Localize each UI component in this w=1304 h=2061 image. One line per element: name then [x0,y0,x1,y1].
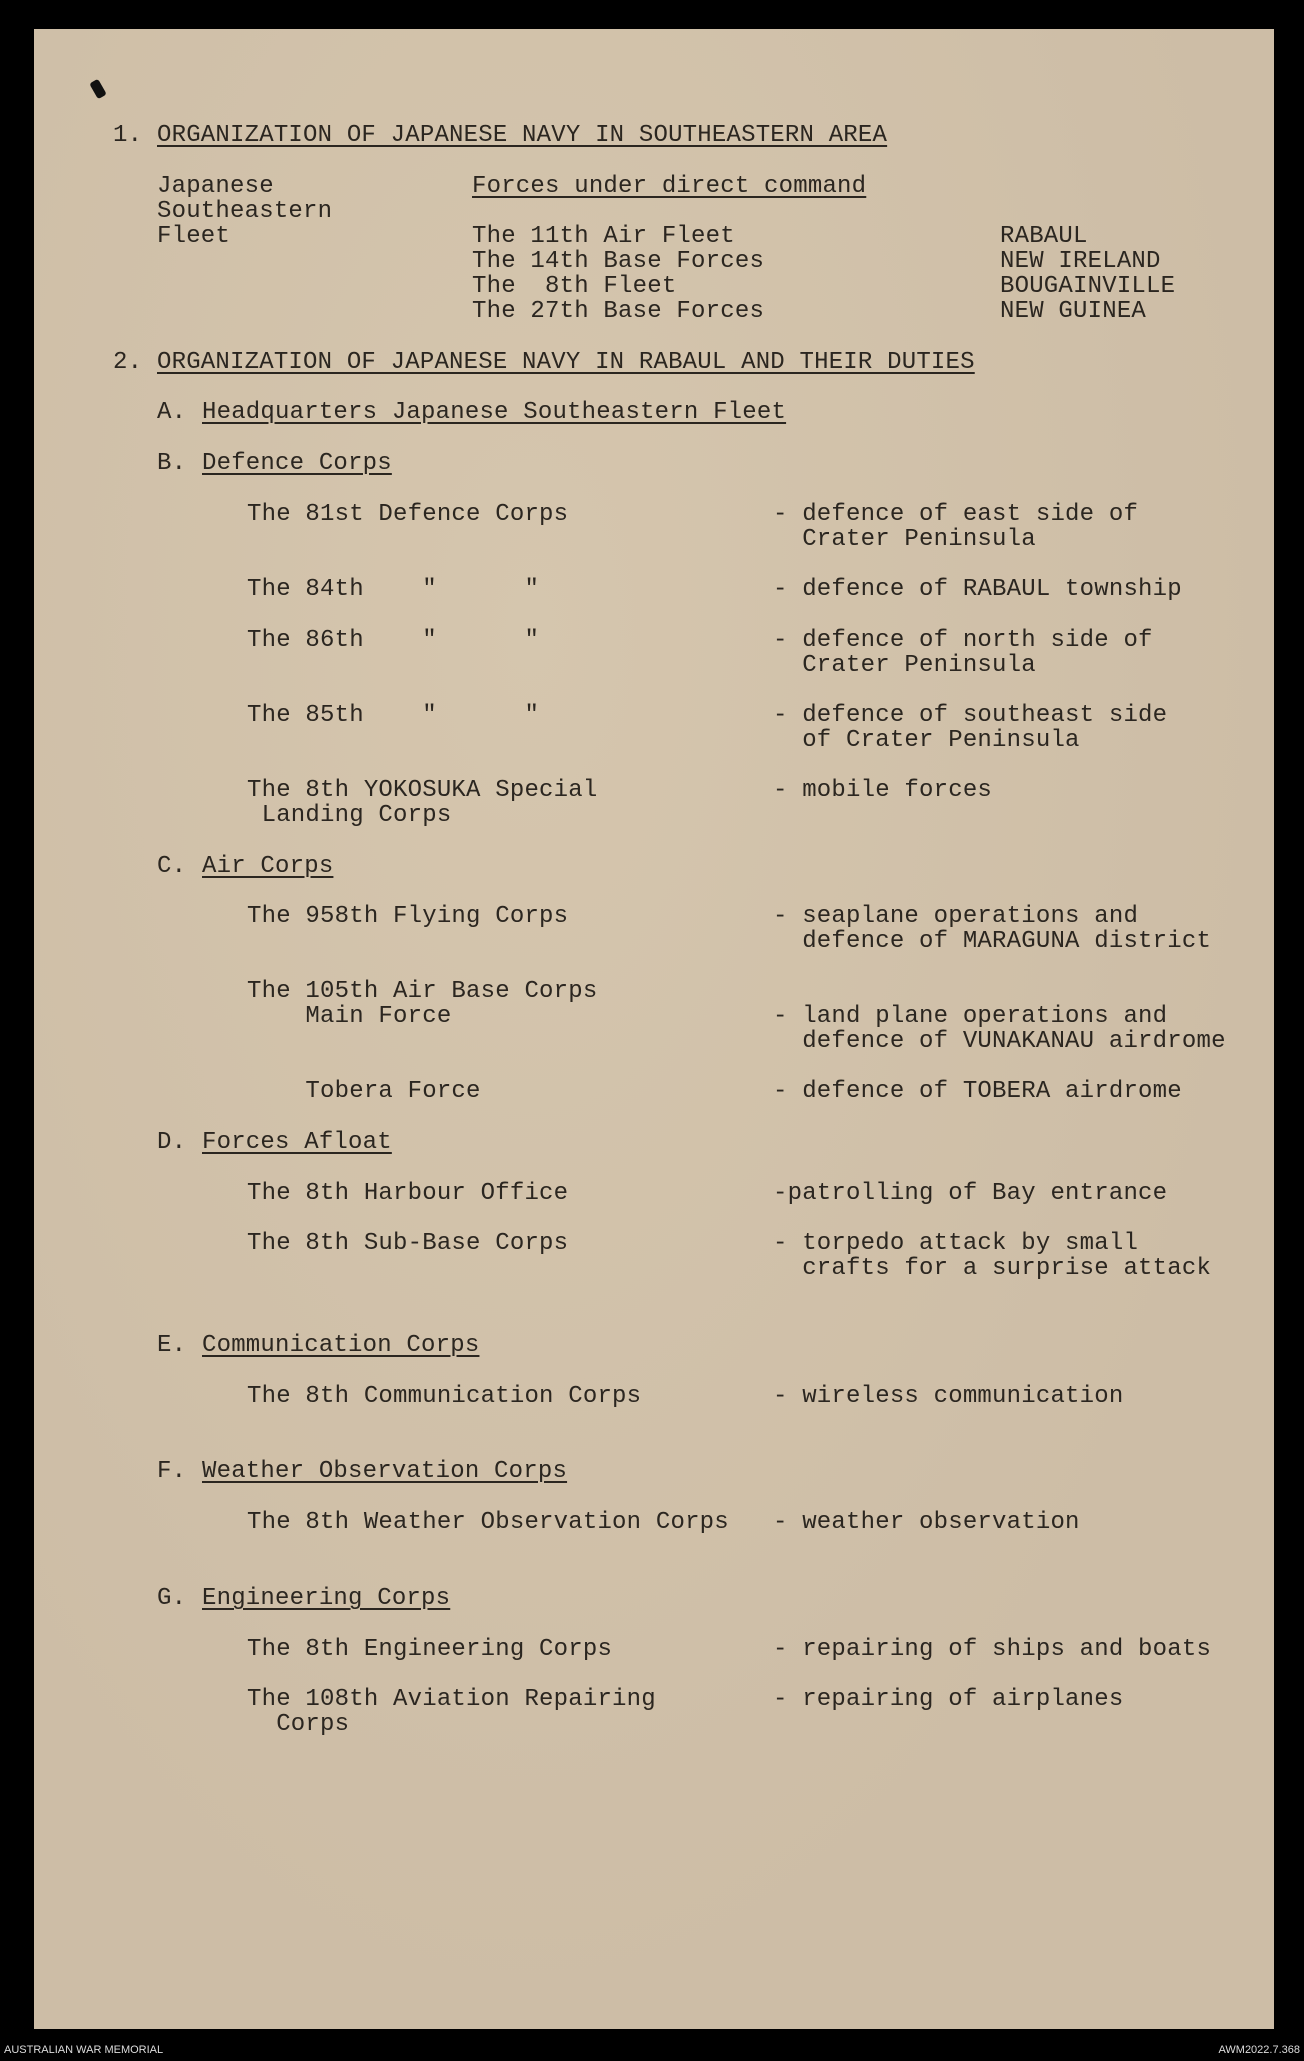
unit-name: The 8th Harbour Office [247,1180,569,1207]
unit-name: The 85th " " [247,702,540,729]
force-name: The 8th Fleet [472,273,677,300]
footer-source: AUSTRALIAN WAR MEMORIAL [4,2044,164,2056]
footer [0,2039,1304,2061]
force-location: NEW IRELAND [1000,248,1161,275]
unit-name: The 958th Flying Corps [247,903,569,930]
unit-name: The 8th Weather Observation Corps [247,1509,729,1536]
unit-name: Corps [247,1711,350,1738]
section-1-number: 1. [113,122,143,149]
fleet-line-3: Fleet [157,223,231,250]
unit-duty: - defence of southeast side [773,702,1168,729]
unit-duty: -patrolling of Bay entrance [773,1180,1168,1207]
unit-duty: - land plane operations and [773,1003,1168,1030]
subsection-letter: A. [157,399,187,426]
unit-duty: Crater Peninsula [773,652,1036,679]
section-2-title: ORGANIZATION OF JAPANESE NAVY IN RABAUL AND THEIR DUTIES [157,349,975,376]
force-name: The 27th Base Forces [472,298,765,325]
subsection-letter: E. [157,1332,187,1359]
unit-duty: - seaplane operations and [773,903,1139,930]
fleet-line-2: Southeastern [157,198,333,225]
unit-name: Main Force [247,1003,452,1030]
unit-duty: - repairing of ships and boats [773,1636,1212,1663]
unit-duty: defence of VUNAKANAU airdrome [773,1028,1226,1055]
force-location: NEW GUINEA [1000,298,1147,325]
section-1-title: ORGANIZATION OF JAPANESE NAVY IN SOUTHEASTERN AREA [157,122,888,149]
unit-name: The 81st Defence Corps [247,501,569,528]
unit-duty: Crater Peninsula [773,526,1036,553]
direct-command-heading: Forces under direct command [472,173,867,200]
unit-name: The 86th " " [247,627,540,654]
force-location: BOUGAINVILLE [1000,273,1176,300]
fleet-line-1: Japanese [157,173,274,200]
force-location: RABAUL [1000,223,1088,250]
subsection-letter: C. [157,853,187,880]
unit-duty: - defence of RABAUL township [773,576,1182,603]
unit-duty: of Crater Peninsula [773,727,1080,754]
footer-reference: AWM2022.7.368 [1218,2044,1300,2056]
subsection-title: Weather Observation Corps [202,1458,568,1485]
unit-name: The 8th Communication Corps [247,1383,642,1410]
section-2-number: 2. [113,349,143,376]
unit-name: The 8th Sub-Base Corps [247,1230,569,1257]
unit-name: The 108th Aviation Repairing [247,1686,656,1713]
unit-duty: - defence of east side of [773,501,1139,528]
unit-duty: defence of MARAGUNA district [773,928,1212,955]
subsection-letter: D. [157,1129,187,1156]
unit-name: Tobera Force [247,1078,481,1105]
unit-name: Landing Corps [247,802,452,829]
unit-name: The 84th " " [247,576,540,603]
unit-name: The 8th YOKOSUKA Special [247,777,598,804]
unit-duty: - repairing of airplanes [773,1686,1124,1713]
subsection-letter: B. [157,450,187,477]
subsection-letter: G. [157,1585,187,1612]
unit-duty: - weather observation [773,1509,1080,1536]
unit-duty: - wireless communication [773,1383,1124,1410]
subsection-title: Forces Afloat [202,1129,392,1156]
subsection-title: Engineering Corps [202,1585,451,1612]
subsection-letter: F. [157,1458,187,1485]
force-name: The 14th Base Forces [472,248,765,275]
subsection-title: Headquarters Japanese Southeastern Fleet [202,399,787,426]
subsection-title: Communication Corps [202,1332,480,1359]
unit-name: The 8th Engineering Corps [247,1636,613,1663]
unit-duty: - mobile forces [773,777,993,804]
unit-duty: crafts for a surprise attack [773,1255,1212,1282]
subsection-title: Air Corps [202,853,334,880]
unit-duty: - torpedo attack by small [773,1230,1139,1257]
unit-duty: - defence of north side of [773,627,1153,654]
unit-name: The 105th Air Base Corps [247,978,598,1005]
unit-duty: - defence of TOBERA airdrome [773,1078,1182,1105]
force-name: The 11th Air Fleet [472,223,735,250]
subsection-title: Defence Corps [202,450,392,477]
